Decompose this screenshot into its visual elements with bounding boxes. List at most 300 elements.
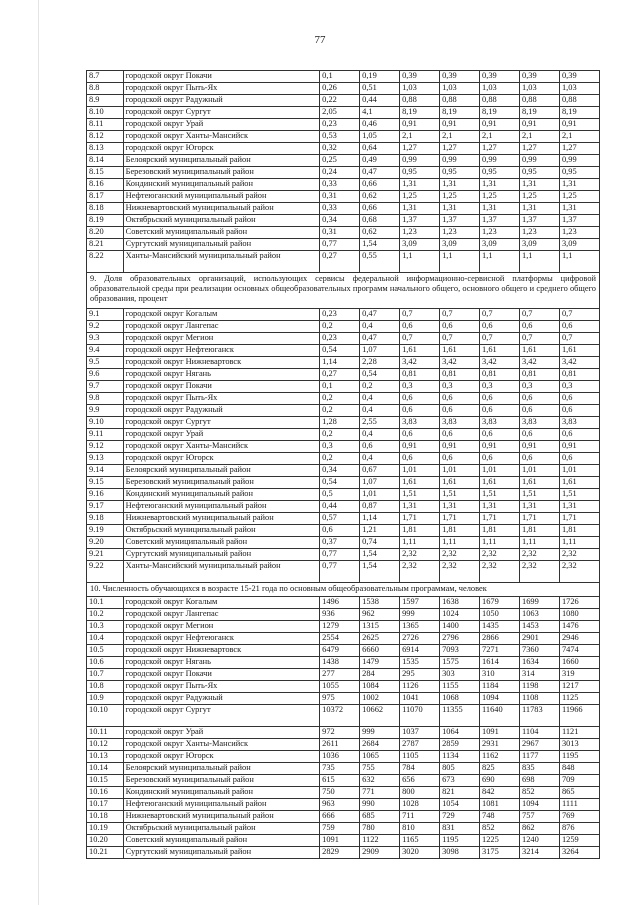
value-cell: 0,54 [320, 345, 360, 357]
value-cell: 0,88 [559, 95, 599, 107]
value-cell: 1,27 [400, 143, 440, 155]
value-cell: 0,39 [520, 71, 560, 83]
value-cell: 1,25 [440, 191, 480, 203]
value-cell: 0,99 [480, 155, 520, 167]
region-name: Сургутский муниципальный район [123, 847, 320, 859]
value-cell: 1,23 [440, 227, 480, 239]
value-cell: 0,6 [520, 429, 560, 441]
value-cell: 1365 [400, 621, 440, 633]
region-name: Сургутский муниципальный район [123, 549, 320, 561]
value-cell: 1,61 [440, 345, 480, 357]
value-cell: 1,25 [480, 191, 520, 203]
value-cell: 4,1 [360, 107, 400, 119]
row-number: 8.17 [87, 191, 124, 203]
value-cell: 1,51 [559, 489, 599, 501]
value-cell: 1,25 [520, 191, 560, 203]
value-cell: 975 [320, 693, 360, 705]
value-cell: 319 [559, 669, 599, 681]
value-cell: 295 [400, 669, 440, 681]
region-name: городской округ Нефтеюганск [123, 345, 320, 357]
value-cell: 0,91 [559, 441, 599, 453]
row-number: 10.9 [87, 693, 124, 705]
value-cell: 2625 [360, 633, 400, 645]
value-cell: 310 [480, 669, 520, 681]
value-cell: 1111 [559, 799, 599, 811]
value-cell: 0,27 [320, 251, 360, 273]
value-cell: 1,71 [520, 513, 560, 525]
value-cell: 784 [400, 763, 440, 775]
value-cell: 750 [320, 787, 360, 799]
row-number: 9.14 [87, 465, 124, 477]
table-row [87, 345, 600, 357]
row-number: 8.19 [87, 215, 124, 227]
value-cell: 1036 [320, 751, 360, 763]
value-cell: 1,31 [400, 203, 440, 215]
value-cell: 757 [520, 811, 560, 823]
value-cell: 0,88 [480, 95, 520, 107]
value-cell: 1,11 [520, 537, 560, 549]
value-cell: 1,28 [320, 417, 360, 429]
value-cell: 1121 [559, 727, 599, 739]
row-number: 9.9 [87, 405, 124, 417]
region-name: Нефтеюганский муниципальный район [123, 799, 320, 811]
value-cell: 1,54 [360, 561, 400, 583]
value-cell: 3,42 [400, 357, 440, 369]
row-number: 9.18 [87, 513, 124, 525]
value-cell: 1,31 [520, 501, 560, 513]
value-cell: 0,4 [360, 453, 400, 465]
value-cell: 0,54 [360, 369, 400, 381]
value-cell: 656 [400, 775, 440, 787]
value-cell: 1,25 [559, 191, 599, 203]
table-row [87, 549, 600, 561]
table-row [87, 633, 600, 645]
value-cell: 1,31 [559, 179, 599, 191]
value-cell: 2,32 [480, 561, 520, 583]
value-cell: 0,7 [520, 333, 560, 345]
value-cell: 3,09 [559, 239, 599, 251]
row-number: 9.15 [87, 477, 124, 489]
indicators-table [86, 70, 600, 859]
value-cell: 1,61 [559, 477, 599, 489]
value-cell: 1,31 [440, 179, 480, 191]
region-name: городской округ Пыть-Ях [123, 681, 320, 693]
value-cell: 0,91 [480, 119, 520, 131]
value-cell: 755 [360, 763, 400, 775]
value-cell: 825 [480, 763, 520, 775]
value-cell: 0,7 [440, 309, 480, 321]
value-cell: 0,74 [360, 537, 400, 549]
value-cell: 1050 [480, 609, 520, 621]
value-cell: 1597 [400, 597, 440, 609]
row-number: 10.15 [87, 775, 124, 787]
value-cell: 876 [559, 823, 599, 835]
value-cell: 314 [520, 669, 560, 681]
value-cell: 0,6 [520, 405, 560, 417]
table-row [87, 191, 600, 203]
value-cell: 0,6 [480, 453, 520, 465]
value-cell: 2,32 [559, 549, 599, 561]
region-name: городской округ Урай [123, 119, 320, 131]
value-cell: 1,37 [559, 215, 599, 227]
value-cell: 0,67 [360, 465, 400, 477]
value-cell: 1,31 [559, 501, 599, 513]
value-cell: 862 [520, 823, 560, 835]
value-cell: 0,32 [320, 143, 360, 155]
value-cell: 1,01 [559, 465, 599, 477]
value-cell: 1,01 [400, 465, 440, 477]
value-cell: 1,31 [480, 501, 520, 513]
value-cell: 0,33 [320, 179, 360, 191]
value-cell: 1435 [480, 621, 520, 633]
value-cell: 1535 [400, 657, 440, 669]
row-number: 8.13 [87, 143, 124, 155]
region-name: Березовский муниципальный район [123, 167, 320, 179]
row-number: 8.21 [87, 239, 124, 251]
value-cell: 0,6 [440, 405, 480, 417]
value-cell: 0,39 [400, 71, 440, 83]
row-number: 10.5 [87, 645, 124, 657]
table-row [87, 453, 600, 465]
table-row [87, 645, 600, 657]
table-row [87, 83, 600, 95]
value-cell: 1165 [400, 835, 440, 847]
value-cell: 3,09 [440, 239, 480, 251]
region-name: Октябрьский муниципальный район [123, 215, 320, 227]
value-cell: 0,34 [320, 465, 360, 477]
value-cell: 1,01 [440, 465, 480, 477]
value-cell: 1,11 [559, 537, 599, 549]
value-cell: 0,46 [360, 119, 400, 131]
table-row [87, 705, 600, 727]
region-name: городской округ Урай [123, 727, 320, 739]
value-cell: 2726 [400, 633, 440, 645]
value-cell: 805 [440, 763, 480, 775]
value-cell: 3098 [440, 847, 480, 859]
value-cell: 1,31 [480, 179, 520, 191]
value-cell: 3,83 [559, 417, 599, 429]
region-name: городской округ Урай [123, 429, 320, 441]
value-cell: 0,47 [360, 309, 400, 321]
value-cell: 1,1 [440, 251, 480, 273]
value-cell: 0,22 [320, 95, 360, 107]
value-cell: 0,6 [440, 393, 480, 405]
value-cell: 1,61 [480, 345, 520, 357]
value-cell: 0,6 [559, 405, 599, 417]
value-cell: 990 [360, 799, 400, 811]
region-name: городской округ Нягань [123, 369, 320, 381]
value-cell: 0,1 [320, 71, 360, 83]
value-cell: 711 [400, 811, 440, 823]
value-cell: 0,88 [520, 95, 560, 107]
row-number: 8.10 [87, 107, 124, 119]
value-cell: 0,6 [440, 321, 480, 333]
value-cell: 0,6 [400, 453, 440, 465]
value-cell: 1,71 [440, 513, 480, 525]
row-number: 8.8 [87, 83, 124, 95]
region-name: городской округ Лангепас [123, 321, 320, 333]
value-cell: 963 [320, 799, 360, 811]
value-cell: 1,07 [360, 345, 400, 357]
region-name: Белоярский муниципальный район [123, 465, 320, 477]
value-cell: 1,03 [400, 83, 440, 95]
row-number: 9.17 [87, 501, 124, 513]
value-cell: 0,91 [400, 119, 440, 131]
region-name: городской округ Сургут [123, 417, 320, 429]
value-cell: 1068 [440, 693, 480, 705]
value-cell: 1479 [360, 657, 400, 669]
value-cell: 1438 [320, 657, 360, 669]
value-cell: 1638 [440, 597, 480, 609]
value-cell: 0,62 [360, 191, 400, 203]
table-row [87, 823, 600, 835]
value-cell: 0,7 [480, 309, 520, 321]
value-cell: 3214 [520, 847, 560, 859]
value-cell: 0,6 [400, 429, 440, 441]
region-name: Советский муниципальный район [123, 227, 320, 239]
value-cell: 1162 [480, 751, 520, 763]
value-cell: 2,05 [320, 107, 360, 119]
table-row [87, 513, 600, 525]
value-cell: 1,71 [480, 513, 520, 525]
value-cell: 1,1 [480, 251, 520, 273]
region-name: Кондинский муниципальный район [123, 489, 320, 501]
value-cell: 0,6 [559, 453, 599, 465]
value-cell: 1575 [440, 657, 480, 669]
value-cell: 1,03 [480, 83, 520, 95]
value-cell: 1279 [320, 621, 360, 633]
value-cell: 1,23 [559, 227, 599, 239]
value-cell: 810 [400, 823, 440, 835]
table-row [87, 309, 600, 321]
value-cell: 1726 [559, 597, 599, 609]
page-edge-shadow [38, 0, 39, 905]
value-cell: 673 [440, 775, 480, 787]
value-cell: 1634 [520, 657, 560, 669]
row-number: 10.7 [87, 669, 124, 681]
value-cell: 303 [440, 669, 480, 681]
row-number: 10.11 [87, 727, 124, 739]
table-row [87, 203, 600, 215]
row-number: 9.8 [87, 393, 124, 405]
value-cell: 0,4 [360, 429, 400, 441]
value-cell: 2,1 [480, 131, 520, 143]
region-name: Кондинский муниципальный район [123, 179, 320, 191]
value-cell: 0,6 [400, 405, 440, 417]
value-cell: 0,7 [520, 309, 560, 321]
region-name: городской округ Сургут [123, 107, 320, 119]
value-cell: 1198 [520, 681, 560, 693]
value-cell: 0,99 [559, 155, 599, 167]
value-cell: 852 [520, 787, 560, 799]
value-cell: 1476 [559, 621, 599, 633]
value-cell: 0,2 [320, 429, 360, 441]
value-cell: 0,55 [360, 251, 400, 273]
value-cell: 1105 [400, 751, 440, 763]
value-cell: 0,6 [480, 393, 520, 405]
region-name: Октябрьский муниципальный район [123, 525, 320, 537]
value-cell: 1,71 [559, 513, 599, 525]
value-cell: 6479 [320, 645, 360, 657]
value-cell: 1453 [520, 621, 560, 633]
value-cell: 0,7 [400, 333, 440, 345]
value-cell: 0,3 [400, 381, 440, 393]
section-title: 9. Доля образовательных организаций, использующих сервисы федеральной информационно-сервисной платформы цифровой образовательной среды при реализации основных общеобразовательных программ начального общего, основного общего и среднего общего образования, процент [87, 273, 600, 309]
value-cell: 1091 [320, 835, 360, 847]
value-cell: 3020 [400, 847, 440, 859]
value-cell: 0,3 [480, 381, 520, 393]
value-cell: 0,6 [520, 453, 560, 465]
value-cell: 0,53 [320, 131, 360, 143]
region-name: городской округ Пыть-Ях [123, 393, 320, 405]
value-cell: 2,32 [559, 561, 599, 583]
region-name: городской округ Нягань [123, 657, 320, 669]
value-cell: 8,19 [400, 107, 440, 119]
row-number: 10.14 [87, 763, 124, 775]
value-cell: 1496 [320, 597, 360, 609]
value-cell: 0,4 [360, 393, 400, 405]
region-name: городской округ Ханты-Мансийск [123, 441, 320, 453]
table-row [87, 155, 600, 167]
table-row [87, 681, 600, 693]
value-cell: 685 [360, 811, 400, 823]
region-name: городской округ Покачи [123, 71, 320, 83]
value-cell: 0,91 [480, 441, 520, 453]
region-name: Октябрьский муниципальный район [123, 823, 320, 835]
row-number: 8.9 [87, 95, 124, 107]
value-cell: 2611 [320, 739, 360, 751]
table-row [87, 847, 600, 859]
value-cell: 0,47 [360, 167, 400, 179]
value-cell: 0,1 [320, 381, 360, 393]
value-cell: 2,32 [520, 549, 560, 561]
value-cell: 10372 [320, 705, 360, 727]
value-cell: 1063 [520, 609, 560, 621]
value-cell: 0,77 [320, 239, 360, 251]
value-cell: 1,23 [480, 227, 520, 239]
table-row [87, 119, 600, 131]
value-cell: 1,31 [400, 501, 440, 513]
table-row [87, 501, 600, 513]
row-number: 10.16 [87, 787, 124, 799]
region-name: городской округ Лангепас [123, 609, 320, 621]
value-cell: 1,37 [400, 215, 440, 227]
value-cell: 277 [320, 669, 360, 681]
table-row [87, 799, 600, 811]
value-cell: 3,42 [559, 357, 599, 369]
value-cell: 1,11 [400, 537, 440, 549]
value-cell: 1184 [480, 681, 520, 693]
value-cell: 1538 [360, 597, 400, 609]
value-cell: 1,81 [440, 525, 480, 537]
value-cell: 8,19 [480, 107, 520, 119]
value-cell: 632 [360, 775, 400, 787]
value-cell: 821 [440, 787, 480, 799]
value-cell: 0,2 [320, 405, 360, 417]
region-name: городской округ Югорск [123, 751, 320, 763]
value-cell: 0,91 [440, 441, 480, 453]
value-cell: 10662 [360, 705, 400, 727]
value-cell: 8,19 [520, 107, 560, 119]
value-cell: 1217 [559, 681, 599, 693]
value-cell: 0,31 [320, 191, 360, 203]
value-cell: 2796 [440, 633, 480, 645]
table-row [87, 251, 600, 273]
value-cell: 748 [480, 811, 520, 823]
value-cell: 0,6 [480, 405, 520, 417]
table-row [87, 441, 600, 453]
value-cell: 0,2 [360, 381, 400, 393]
value-cell: 1,03 [440, 83, 480, 95]
value-cell: 769 [559, 811, 599, 823]
value-cell: 11783 [520, 705, 560, 727]
value-cell: 1002 [360, 693, 400, 705]
value-cell: 962 [360, 609, 400, 621]
value-cell: 1,1 [559, 251, 599, 273]
row-number: 9.1 [87, 309, 124, 321]
table-row [87, 763, 600, 775]
value-cell: 3,83 [440, 417, 480, 429]
value-cell: 1,05 [360, 131, 400, 143]
value-cell: 2,32 [440, 549, 480, 561]
value-cell: 771 [360, 787, 400, 799]
row-number: 10.10 [87, 705, 124, 727]
value-cell: 0,62 [360, 227, 400, 239]
table-row [87, 215, 600, 227]
value-cell: 0,39 [559, 71, 599, 83]
row-number: 9.5 [87, 357, 124, 369]
value-cell: 1,61 [480, 477, 520, 489]
value-cell: 936 [320, 609, 360, 621]
value-cell: 3,83 [520, 417, 560, 429]
value-cell: 0,6 [520, 321, 560, 333]
value-cell: 0,6 [400, 321, 440, 333]
value-cell: 2,32 [480, 549, 520, 561]
table-row [87, 239, 600, 251]
table-row [87, 597, 600, 609]
value-cell: 1,31 [520, 203, 560, 215]
value-cell: 1,31 [559, 203, 599, 215]
region-name: Советский муниципальный район [123, 835, 320, 847]
value-cell: 2684 [360, 739, 400, 751]
table-row [87, 561, 600, 583]
row-number: 8.14 [87, 155, 124, 167]
value-cell: 1,01 [520, 465, 560, 477]
value-cell: 0,44 [320, 501, 360, 513]
value-cell: 2946 [559, 633, 599, 645]
value-cell: 0,31 [320, 227, 360, 239]
value-cell: 0,95 [559, 167, 599, 179]
value-cell: 3,42 [520, 357, 560, 369]
value-cell: 0,81 [520, 369, 560, 381]
value-cell: 1,37 [440, 215, 480, 227]
row-number: 8.11 [87, 119, 124, 131]
value-cell: 1065 [360, 751, 400, 763]
value-cell: 2901 [520, 633, 560, 645]
row-number: 9.7 [87, 381, 124, 393]
region-name: городской округ Покачи [123, 669, 320, 681]
table-row [87, 333, 600, 345]
value-cell: 0,87 [360, 501, 400, 513]
value-cell: 1614 [480, 657, 520, 669]
value-cell: 2,32 [400, 561, 440, 583]
value-cell: 1084 [360, 681, 400, 693]
value-cell: 1,11 [440, 537, 480, 549]
value-cell: 0,7 [480, 333, 520, 345]
value-cell: 1104 [520, 727, 560, 739]
section-header-row [87, 583, 600, 597]
value-cell: 0,7 [559, 333, 599, 345]
